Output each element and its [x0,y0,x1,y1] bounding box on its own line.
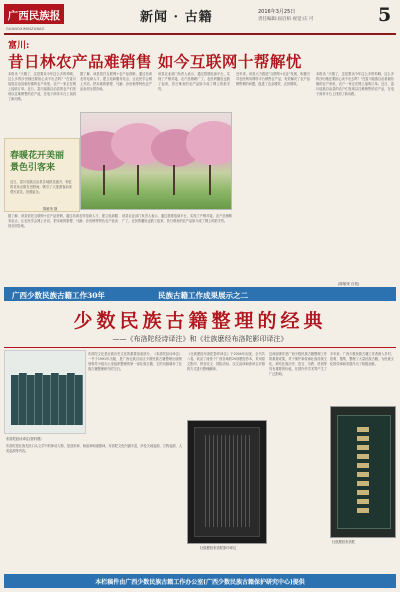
masthead-logo: 广西民族报 [4,4,64,24]
editor-credits: 责任编辑:屈启柏 视觉:庆 可 [258,17,314,22]
photo-caption-title: 春暖花开美丽 景色引客来 [10,151,65,173]
page-number: 5 [378,4,392,26]
story2-column-4: 多年来，广西少数民族古籍工作者深入乡村，抢救、搜集、整理了大量民族古籍，为民族文化的传承和发展作出了积极贡献。 [330,352,394,366]
issue-date: 2016年3月25日 [258,9,296,15]
story2-subheadline: ——《布洛陀经诗译注》和《壮族麽经布洛陀影印译注》 [112,335,288,343]
story1-column-4: 近年来，该县大力推进"互联网+农业"发展，积极引导农民利用网络平台销售农产品，有效解决了农产品销售难的问题，促进了农业增效、农民增收。 [236,72,310,86]
peach-blossom-photo [80,112,232,210]
story1-kicker: 富川: [8,41,30,51]
story2-column-3: 这两部著作是广西少数民族古籍整理工作的重要成果，对于保护和传承壮族传统文化，研究壮族历史、语言、宗教、民俗等具有重要的价值，在国内外学术界产生了广泛影响。 [269,352,327,376]
story1-column-7: 该县农业部门负责人表示，通过搭建电商平台，实现了产销对接，农产品销路广了，农民的腰包也鼓了起来，昔日难卖的农产品如今成了网上的抢手货。 [122,214,232,223]
banner-title-left: 广西少数民族古籍工作30年 [12,291,105,300]
footer-text: 本栏稿件由广西少数民族古籍工作办公室(广西少数民族古籍保护研究中心)提供 [95,579,305,586]
story2-column-1: 布洛陀文化是壮族历史文化的重要组成部分。《布洛陀经诗译注》一书于1991年出版，是广西壮族自治区少数民族古籍整理出版规划领导小组办公室组织整理的第一部壮族古籍，它的出版填补了壮族古籍整理研究的空白。 [88,352,182,371]
story2-headline: 少数民族古籍整理的经典 [73,310,327,332]
book-collection-photo [4,350,86,434]
photo-credit: 陈敏荣 摄 [43,207,58,211]
story1-headline: 昔日林农产品难销售 如今互联网十帮解忧 [8,52,302,71]
banner-title-right: 民族古籍工作成果展示之二 [158,291,248,300]
manuscript-photo-caption: 壮族麽经布洛陀影印译注 [200,546,237,550]
story1-column-3: 该县农业部门负责人表示，通过搭建电商平台，实现了产销对接，农产品销路广了，农民的腰包也鼓了起来，昔日难卖的农产品如今成了网上的抢手货。 [158,72,230,91]
section-title: 新闻 · 古籍 [140,10,213,25]
story2-column-5: 布洛陀是壮族先民口头文学中的神话人物，是创世神、始祖神和道德神。布洛陀文化内涵丰富，涉及天地起源、万物起源、人类起源等内容。 [6,444,182,453]
story1-byline: (陈敏荣 自报) [338,282,360,286]
masthead-subtitle: GUANGXIMINZUBAO [6,27,45,31]
photo-caption-text: 近日，富川瑶族自治县各地桃花盛开，粉红的花朵点缀在田野间，吸引了大批游客前来观光赏花，拍照留念。 [10,180,72,194]
header-divider [4,33,396,35]
story1-column-5: 本报讯 "天刚了，这是要卖今年这么多的鸡啊，这么多的沙田柚还要担心卖不出去吗？"在富川瑶族自治县朝东镇的农户家里，农户一家正在网上接收订单。近日，富川瑶族自治县的农户们发现以往难销售的农产品，在电子商务平台上找到了新出路。 [316,72,394,96]
story1-column-1: 本报讯 "天刚了，这是要卖今年这么多的鸡啊，这么多的沙田柚还要担心卖不出去吗？"在富川瑶族自治县朝东镇的农户家里，农户一家正在网上接收订单。近日，富川瑶族自治县的农户们发现以往难销售的农产品，在电子商务平台上找到了新出路。 [8,72,76,101]
book-photo-caption: 布洛陀经诗译注(资料图) [6,437,42,441]
book-cover-caption: 壮族麽经布洛陀 [332,540,356,544]
story2-column-2: 《壮族麽经布洛陀影印译注》于2004年出版，全书共八卷，收录了流传于广西各地的29部麽经抄本，采用原文影印、拼音壮文、国际音标、汉文直译和意译五对照的方式进行整理翻译。 [187,352,265,371]
book-cover-photo [330,406,396,538]
story2-divider [4,347,396,348]
manuscript-photo [187,420,267,544]
story1-column-6: 据了解，该县依托互联网+农产品营销，通过培训农村电商人才，建立电商服务站点，让农民学会网上开店，把本地的脐橙、马蹄、沙田柚等特色农产品卖到全国各地。 [8,214,118,228]
story1-column-2: 据了解，该县依托互联网+农产品营销，通过培训农村电商人才，建立电商服务站点，让农民学会网上开店，把本地的脐橙、马蹄、沙田柚等特色农产品卖到全国各地。 [80,72,152,91]
